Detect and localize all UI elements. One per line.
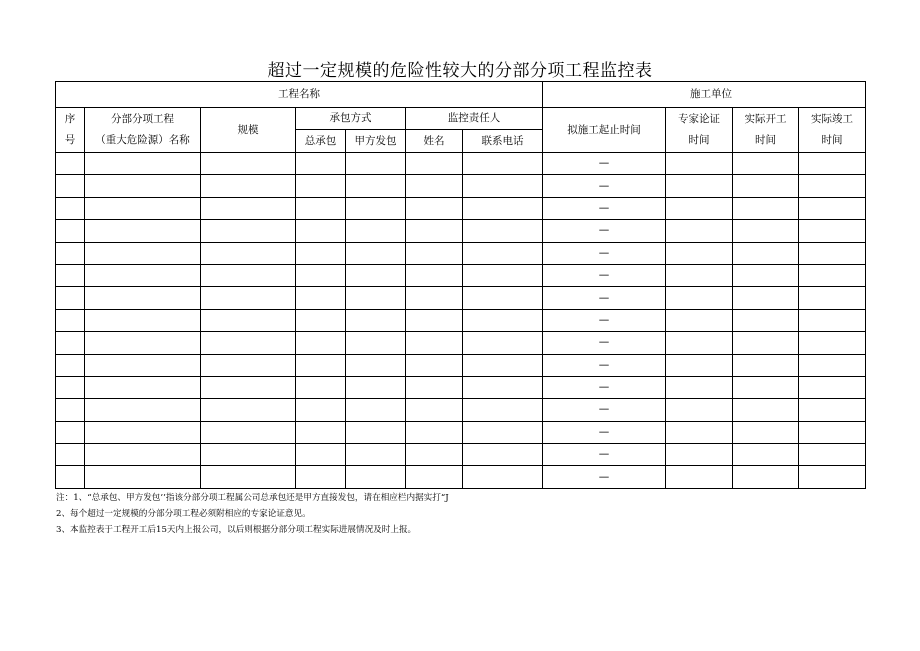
empty-cell [406, 399, 463, 421]
empty-cell [56, 399, 85, 421]
empty-cell [85, 421, 201, 443]
empty-cell [56, 220, 85, 242]
empty-cell [296, 421, 346, 443]
actual-start-header-line1: 实际开工 [744, 113, 787, 125]
empty-cell [799, 354, 866, 376]
empty-cell [346, 264, 406, 286]
empty-cell [463, 354, 543, 376]
empty-cell [463, 242, 543, 264]
planned-period-cell: — [543, 197, 666, 219]
project-name-label: 工程名称 [56, 82, 543, 108]
empty-cell [799, 287, 866, 309]
note-3: 3、本监控表于工程开工后15天内上报公司，以后则根据分部分项工程实际进展情况及时上报。 [56, 525, 417, 535]
empty-cell [346, 421, 406, 443]
planned-period-cell: — [543, 376, 666, 398]
empty-cell [733, 242, 799, 264]
empty-cell [463, 309, 543, 331]
planned-period-cell: — [543, 287, 666, 309]
empty-cell [296, 444, 346, 466]
empty-cell [201, 242, 296, 264]
empty-cell [56, 421, 85, 443]
seq-header-line2: 号 [64, 134, 76, 146]
empty-cell [463, 220, 543, 242]
empty-cell [85, 399, 201, 421]
planned-period-cell: — [543, 466, 666, 488]
empty-cell [666, 332, 733, 354]
empty-cell [85, 264, 201, 286]
empty-cell [463, 466, 543, 488]
empty-cell [201, 153, 296, 175]
table-row [56, 153, 866, 175]
actual-start-header [733, 108, 799, 153]
owner-direct-header: 甲方发包 [346, 130, 406, 153]
empty-cell [463, 197, 543, 219]
general-contract-header: 总承包 [296, 130, 346, 153]
empty-cell [56, 153, 85, 175]
empty-cell [201, 376, 296, 398]
empty-cell [296, 220, 346, 242]
empty-cell [666, 466, 733, 488]
empty-cell [733, 421, 799, 443]
empty-cell [406, 175, 463, 197]
seq-header-line1: 序 [64, 113, 76, 125]
empty-cell [799, 309, 866, 331]
table-row [56, 466, 866, 488]
actual-start-header-line2: 时间 [755, 134, 777, 146]
empty-cell [346, 175, 406, 197]
expert-review-header-line1: 专家论证 [678, 113, 721, 125]
empty-cell [733, 332, 799, 354]
table-row [56, 309, 866, 331]
empty-cell [201, 175, 296, 197]
empty-cell [666, 444, 733, 466]
contract-mode-header: 承包方式 [296, 108, 406, 130]
empty-cell [201, 264, 296, 286]
empty-cell [56, 287, 85, 309]
empty-cell [201, 332, 296, 354]
empty-cell [666, 175, 733, 197]
empty-cell [666, 197, 733, 219]
empty-cell [346, 466, 406, 488]
supervisor-name-header: 姓名 [406, 130, 463, 153]
expert-review-header-line2: 时间 [688, 134, 710, 146]
empty-cell [85, 354, 201, 376]
empty-cell [56, 242, 85, 264]
planned-period-cell: — [543, 332, 666, 354]
table-row [56, 354, 866, 376]
empty-cell [201, 466, 296, 488]
empty-cell [85, 175, 201, 197]
empty-cell [85, 220, 201, 242]
empty-cell [346, 287, 406, 309]
planned-period-cell: — [543, 309, 666, 331]
empty-cell [733, 399, 799, 421]
empty-cell [346, 444, 406, 466]
empty-cell [296, 242, 346, 264]
empty-cell [296, 399, 346, 421]
table-row [56, 421, 866, 443]
empty-cell [346, 197, 406, 219]
empty-cell [56, 466, 85, 488]
empty-cell [85, 287, 201, 309]
empty-cell [799, 242, 866, 264]
subproject-header [85, 108, 201, 153]
empty-cell [296, 153, 346, 175]
empty-cell [666, 153, 733, 175]
actual-end-header-line1: 实际竣工 [811, 113, 854, 125]
empty-cell [406, 376, 463, 398]
supervisor-header: 监控责任人 [406, 108, 543, 130]
planned-period-cell: — [543, 242, 666, 264]
empty-cell [85, 242, 201, 264]
empty-cell [799, 421, 866, 443]
supervisor-phone-header: 联系电话 [463, 130, 543, 153]
empty-cell [666, 309, 733, 331]
construction-unit-label: 施工单位 [543, 82, 866, 108]
empty-cell [296, 309, 346, 331]
empty-cell [56, 264, 85, 286]
empty-cell [406, 421, 463, 443]
seq-header [56, 108, 85, 153]
monitoring-table [55, 81, 866, 489]
empty-cell [733, 175, 799, 197]
empty-cell [56, 354, 85, 376]
empty-cell [201, 309, 296, 331]
empty-cell [463, 421, 543, 443]
subproject-header-line2: （重大危险源）名称 [95, 134, 190, 146]
empty-cell [56, 376, 85, 398]
empty-cell [406, 354, 463, 376]
empty-cell [406, 153, 463, 175]
empty-cell [296, 175, 346, 197]
empty-cell [733, 197, 799, 219]
empty-cell [201, 444, 296, 466]
empty-cell [733, 287, 799, 309]
empty-cell [666, 287, 733, 309]
empty-cell [296, 466, 346, 488]
empty-cell [733, 466, 799, 488]
empty-cell [406, 332, 463, 354]
empty-cell [799, 220, 866, 242]
empty-cell [85, 309, 201, 331]
empty-cell [85, 197, 201, 219]
empty-cell [201, 287, 296, 309]
table-row [56, 332, 866, 354]
empty-cell [296, 376, 346, 398]
empty-cell [666, 242, 733, 264]
empty-cell [666, 264, 733, 286]
empty-cell [463, 399, 543, 421]
empty-cell [85, 376, 201, 398]
empty-cell [346, 399, 406, 421]
empty-cell [799, 332, 866, 354]
empty-cell [799, 399, 866, 421]
empty-cell [346, 354, 406, 376]
empty-cell [733, 354, 799, 376]
empty-cell [56, 197, 85, 219]
notes [56, 490, 449, 538]
empty-cell [346, 309, 406, 331]
empty-cell [733, 444, 799, 466]
table-row [56, 287, 866, 309]
empty-cell [666, 421, 733, 443]
note-1: 注：1、“总承包、甲方发包’’指该分部分项工程属公司总承包还是甲方直接发包，请在相应栏内据实打“J [56, 493, 449, 503]
empty-cell [463, 444, 543, 466]
planned-period-cell: — [543, 175, 666, 197]
empty-cell [733, 309, 799, 331]
actual-end-header-line2: 时间 [821, 134, 843, 146]
empty-cell [201, 399, 296, 421]
empty-cell [406, 242, 463, 264]
table-row [56, 220, 866, 242]
empty-cell [799, 376, 866, 398]
empty-cell [666, 354, 733, 376]
empty-cell [296, 332, 346, 354]
scale-header: 规模 [201, 108, 296, 153]
empty-cell [406, 444, 463, 466]
table-row [56, 242, 866, 264]
planned-period-cell: — [543, 399, 666, 421]
empty-cell [463, 264, 543, 286]
empty-cell [733, 220, 799, 242]
table-row [56, 175, 866, 197]
empty-cell [201, 220, 296, 242]
table-row [56, 197, 866, 219]
empty-cell [296, 197, 346, 219]
empty-cell [346, 332, 406, 354]
empty-cell [201, 197, 296, 219]
empty-cell [346, 242, 406, 264]
planned-period-cell: — [543, 220, 666, 242]
empty-cell [56, 332, 85, 354]
empty-cell [85, 153, 201, 175]
empty-cell [666, 376, 733, 398]
empty-cell [733, 153, 799, 175]
empty-cell [799, 153, 866, 175]
empty-cell [85, 444, 201, 466]
empty-cell [799, 197, 866, 219]
expert-review-header [666, 108, 733, 153]
empty-cell [201, 354, 296, 376]
planned-period-cell: — [543, 153, 666, 175]
planned-period-cell: — [543, 444, 666, 466]
actual-end-header [799, 108, 866, 153]
empty-cell [346, 220, 406, 242]
subproject-header-line1: 分部分项工程 [111, 113, 174, 125]
empty-cell [56, 309, 85, 331]
empty-cell [799, 466, 866, 488]
table-row [56, 264, 866, 286]
empty-cell [406, 466, 463, 488]
empty-cell [296, 354, 346, 376]
empty-cell [85, 332, 201, 354]
planned-period-cell: — [543, 421, 666, 443]
empty-cell [463, 332, 543, 354]
table-row [56, 376, 866, 398]
empty-cell [733, 264, 799, 286]
empty-cell [406, 309, 463, 331]
empty-cell [799, 175, 866, 197]
empty-cell [799, 264, 866, 286]
empty-cell [666, 399, 733, 421]
empty-cell [85, 466, 201, 488]
empty-cell [346, 153, 406, 175]
empty-cell [201, 421, 296, 443]
empty-cell [463, 287, 543, 309]
planned-period-header: 拟施工起止时间 [543, 108, 666, 153]
empty-cell [406, 197, 463, 219]
empty-cell [799, 444, 866, 466]
planned-period-cell: — [543, 264, 666, 286]
empty-cell [406, 264, 463, 286]
empty-cell [733, 376, 799, 398]
empty-cell [296, 264, 346, 286]
empty-cell [56, 444, 85, 466]
empty-cell [463, 175, 543, 197]
table-row [56, 444, 866, 466]
note-2: 2、每个超过一定规模的分部分项工程必须附相应的专家论证意见。 [56, 509, 311, 519]
empty-cell [346, 376, 406, 398]
empty-cell [56, 175, 85, 197]
table-row [56, 399, 866, 421]
empty-cell [296, 287, 346, 309]
empty-cell [463, 153, 543, 175]
form-title: 超过一定规模的危险性较大的分部分项工程监控表 [267, 61, 653, 81]
planned-period-cell: — [543, 354, 666, 376]
empty-cell [463, 376, 543, 398]
empty-cell [666, 220, 733, 242]
empty-cell [406, 287, 463, 309]
empty-cell [406, 220, 463, 242]
